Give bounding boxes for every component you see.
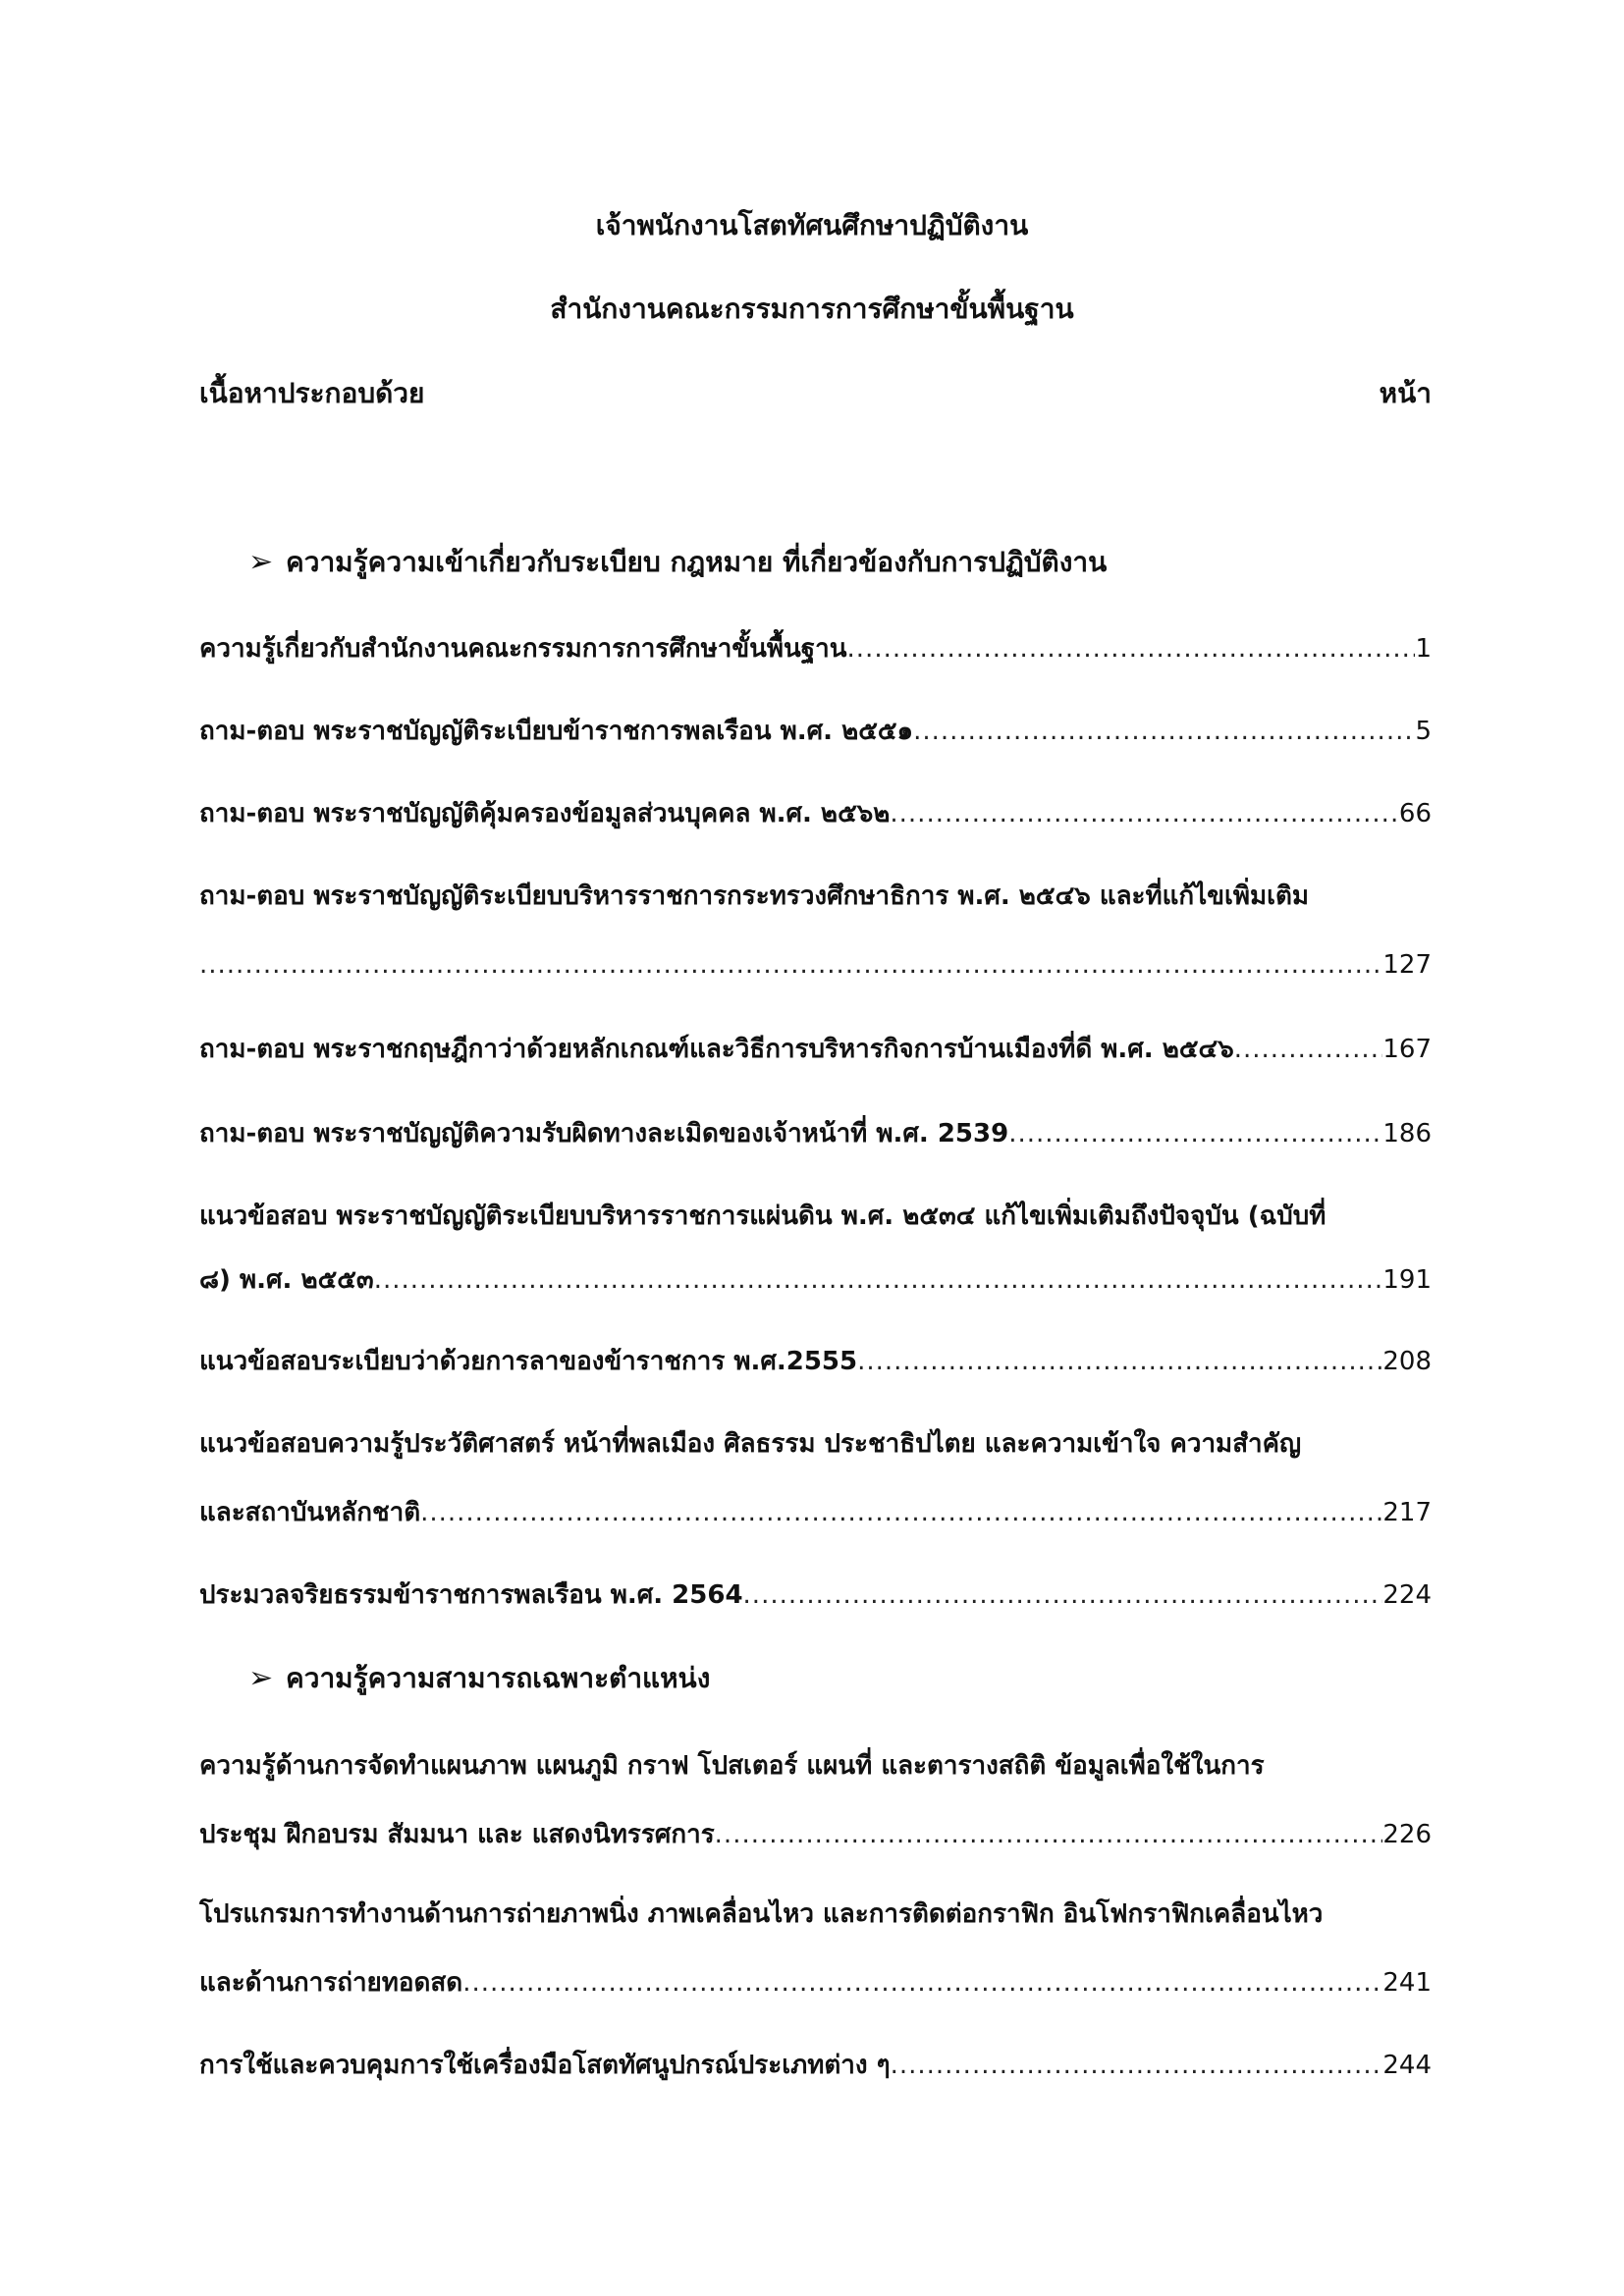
toc-entry[interactable] [199, 948, 1432, 982]
toc-entry[interactable] [199, 797, 1432, 830]
dot-leader [1234, 1033, 1383, 1066]
toc-entry-title: ประมวลจริยธรรมข้าราชการพลเรือน พ.ศ. 2564 [199, 1580, 743, 1610]
section-heading-text: ความรู้ความสามารถเฉพาะตำแหน่ง [286, 1662, 711, 1694]
toc-entry[interactable] [199, 1496, 1432, 1529]
toc-entry-page: 244 [1382, 2051, 1432, 2080]
toc-entry[interactable] [199, 1033, 1432, 1066]
dot-leader [374, 1263, 1383, 1297]
toc-entry-title: ๘) พ.ศ. ๒๕๕๓ [199, 1265, 374, 1295]
toc-entry-title: ประชุม ฝึกอบรม สัมมนา และ แสดงนิทรรศการ [199, 1820, 715, 1849]
dot-leader [420, 1496, 1382, 1529]
dot-leader [891, 2049, 1383, 2082]
toc-entry[interactable] [199, 715, 1432, 748]
toc-entry[interactable] [199, 1117, 1432, 1150]
toc-entry-title-line1[interactable]: โปรแกรมการทำงานด้านการถ่ายภาพนิ่ง ภาพเคลื่อนไหว และการติดต่อกราฟิก อินโฟกราฟิกเคลื่อนไหว [199, 1899, 1324, 1929]
arrow-bullet-icon: ➢ [248, 545, 274, 579]
toc-entry-page: 241 [1382, 1968, 1432, 1998]
toc-entry[interactable] [199, 1966, 1432, 2000]
toc-entry-title: การใช้และควบคุมการใช้เครื่องมือโสตทัศนูปกรณ์ประเภทต่าง ๆ [199, 2051, 891, 2080]
toc-entry-page: 167 [1382, 1035, 1432, 1064]
toc-entry-page: 1 [1415, 634, 1432, 664]
document-title-line2: สำนักงานคณะกรรมการการศึกษาขั้นพื้นฐาน [550, 293, 1074, 325]
dot-leader [199, 948, 1382, 982]
dot-leader [913, 715, 1415, 748]
section-heading-text: ความรู้ความเข้าเกี่ยวกับระเบียบ กฎหมาย ที่เกี่ยวข้องกับการปฏิบัติงาน [286, 546, 1108, 578]
section-heading-regulations [248, 545, 1107, 580]
dot-leader [1008, 1117, 1382, 1150]
dot-leader [847, 632, 1416, 666]
dot-leader [715, 1818, 1383, 1851]
toc-entry-title: และสถาบันหลักชาติ [199, 1498, 421, 1527]
contents-label: เนื้อหาประกอบด้วย [199, 377, 425, 409]
toc-entry-title: ถาม-ตอบ พระราชกฤษฎีกาว่าด้วยหลักเกณฑ์และวิธีการบริหารกิจการบ้านเมืองที่ดี พ.ศ. ๒๕๔๖ [199, 1035, 1234, 1064]
toc-entry[interactable] [199, 1345, 1432, 1378]
toc-entry-title: และด้านการถ่ายทอดสด [199, 1968, 463, 1998]
section-heading-position-skills [248, 1661, 710, 1696]
toc-entry[interactable] [199, 2049, 1432, 2082]
toc-entry-page: 208 [1382, 1347, 1432, 1376]
toc-entry-title-line1[interactable]: แนวข้อสอบความรู้ประวัติศาสตร์ หน้าที่พลเมือง ศิลธรรม ประชาธิปไตย และความเข้าใจ ความสำคัญ [199, 1429, 1302, 1459]
toc-entry-title-line1[interactable]: ถาม-ตอบ พระราชบัญญัติระเบียบบริหารราชการกระทรวงศึกษาธิการ พ.ศ. ๒๕๔๖ และที่แก้ไขเพิ่มเติม [199, 881, 1310, 911]
toc-entry[interactable] [199, 632, 1432, 666]
toc-entry[interactable] [199, 1578, 1432, 1612]
toc-entry-title: ถาม-ตอบ พระราชบัญญัติระเบียบข้าราชการพลเรือน พ.ศ. ๒๕๕๑ [199, 717, 914, 746]
toc-entry-page: 127 [1382, 950, 1432, 980]
toc-entry-page: 226 [1382, 1820, 1432, 1849]
toc-entry-page: 224 [1382, 1580, 1432, 1610]
page-column-label: หน้า [1379, 377, 1432, 409]
toc-entry-title: แนวข้อสอบระเบียบว่าด้วยการลาของข้าราชการ พ.ศ.2555 [199, 1347, 858, 1376]
toc-entry[interactable] [199, 1263, 1432, 1297]
document-title-line1: เจ้าพนักงานโสตทัศนศึกษาปฏิบัติงาน [595, 209, 1029, 241]
toc-entry[interactable] [199, 1818, 1432, 1851]
toc-entry-page: 5 [1415, 717, 1432, 746]
dot-leader [743, 1578, 1383, 1612]
toc-entry-page: 186 [1382, 1119, 1432, 1148]
toc-entry-page: 217 [1382, 1498, 1432, 1527]
toc-entry-page: 191 [1382, 1265, 1432, 1295]
toc-entry-title: ถาม-ตอบ พระราชบัญญัติความรับผิดทางละเมิดของเจ้าหน้าที่ พ.ศ. 2539 [199, 1119, 1009, 1148]
toc-entry-title: ความรู้เกี่ยวกับสำนักงานคณะกรรมการการศึกษาขั้นพื้นฐาน [199, 634, 847, 664]
dot-leader [890, 797, 1399, 830]
dot-leader [462, 1966, 1382, 2000]
toc-entry-title-line1[interactable]: ความรู้ด้านการจัดทำแผนภาพ แผนภูมิ กราฟ โปสเตอร์ แผนที่ และตารางสถิติ ข้อมูลเพื่อใช้ในการ [199, 1751, 1265, 1781]
dot-leader [857, 1345, 1382, 1378]
toc-entry-title: ถาม-ตอบ พระราชบัญญัติคุ้มครองข้อมูลส่วนบุคคล พ.ศ. ๒๕๖๒ [199, 799, 891, 828]
toc-entry-page: 66 [1398, 799, 1432, 828]
arrow-bullet-icon: ➢ [248, 1661, 274, 1695]
toc-entry-title-line1[interactable]: แนวข้อสอบ พระราชบัญญัติระเบียบบริหารราชการแผ่นดิน พ.ศ. ๒๕๓๔ แก้ไขเพิ่มเติมถึงปัจจุบัน (ฉบับที่ [199, 1201, 1326, 1231]
